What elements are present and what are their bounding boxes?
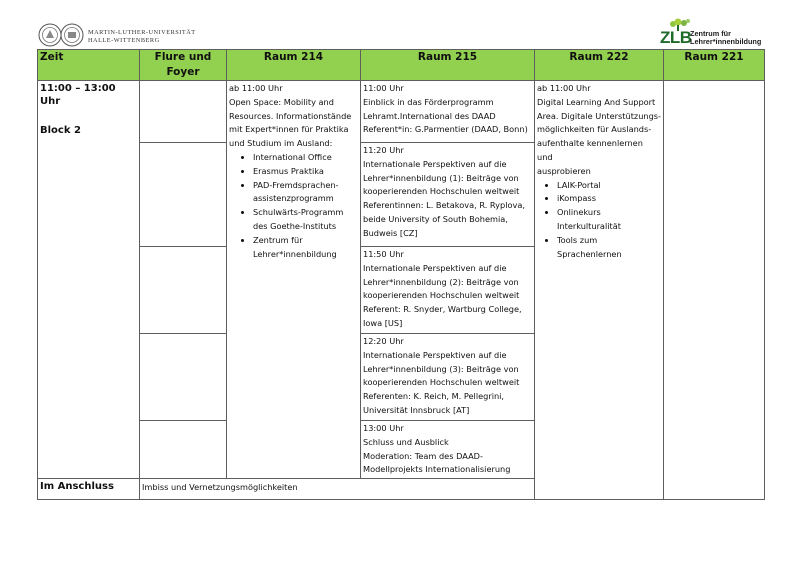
raum-215-slot-5: 13:00 Uhr Schluss und Ausblick Moderation: Team des DAAD- Modellprojekts Internationalisierung [361, 421, 535, 479]
list-item: • Onlinekurs Interkulturalität [557, 206, 661, 234]
time-label: 11:00 – 13:00 Uhr [40, 83, 116, 107]
raum-214-line: ab 11:00 Uhr [229, 83, 283, 93]
university-seal-icon [38, 22, 84, 48]
university-name-line1: MARTIN-LUTHER-UNIVERSITÄT [88, 29, 196, 36]
list-item: • LAIK-Portal [557, 179, 661, 193]
flure-cell [140, 143, 227, 247]
raum-215-slot-3: 11:50 Uhr Internationale Perspektiven auf die Lehrer*innenbildung (2): Beiträge von kooperierenden Hochschulen weltweit Referent: R. Snyder, Wartburg College, Iowa [US] [361, 247, 535, 334]
col-header-raum-222: Raum 222 [535, 50, 664, 81]
university-name [88, 29, 196, 44]
raum-214-cell [227, 81, 361, 479]
raum-214-list [229, 151, 358, 261]
col-header-zeit: Zeit [38, 50, 140, 81]
block-label: Block 2 [40, 125, 81, 136]
flure-cell [140, 421, 227, 479]
university-name-line2: HALLE-WITTENBERG [88, 36, 160, 44]
raum-215-slot-2: 11:20 Uhr Internationale Perspektiven auf die Lehrer*innenbildung (1): Beiträge von kooperierenden Hochschulen weltweit Referentinnen: L. Betakova, R. Ryplova, beide University of South Bohemia, Budweis [CZ] [361, 143, 535, 247]
zlb-subtitle-line2: Lehrer*innenbildung [690, 37, 762, 46]
zlb-logo-text: ZLB [660, 28, 692, 47]
flure-cell [140, 81, 227, 143]
flure-cell [140, 247, 227, 334]
raum-215-slot-4: 12:20 Uhr Internationale Perspektiven auf die Lehrer*innenbildung (3): Beiträge von kooperierenden Hochschulen weltweit Referenten: K. Reich, M. Pellegrini, Universität Innsbruck [AT] [361, 334, 535, 421]
col-header-flure: Flure und Foyer [140, 50, 227, 81]
zlb-subtitle-line1: Zentrum für [690, 29, 731, 38]
raum-221-cell [664, 81, 765, 500]
list-item: • Erasmus Praktika [253, 165, 358, 179]
flure-cell [140, 334, 227, 421]
zlb-subtitle [690, 30, 761, 46]
raum-214-line: Open Space: Mobility and [229, 96, 334, 107]
header-row [38, 50, 765, 81]
list-item: • Schulwärts-Programm des Goethe-Instituts [253, 206, 358, 234]
raum-222-cell: ab 11:00 Uhr Digital Learning And Support Area. Digitale Unterstützungs- möglichkeiten für Auslands- aufenthalte kennenlernen und ausprobieren • LAIK-Portal • iKompass • Onlinekurs Interkulturalität • Tools zum Sprachenlernen [535, 81, 664, 500]
raum-215-slot-1: 11:00 Uhr Einblick in das Förderprogramm Lehramt.International des DAAD Referent*in: G.Parmentier (DAAD, Bonn) [361, 81, 535, 143]
col-header-raum-221: Raum 221 [664, 50, 765, 81]
list-item: • PAD-Fremdsprachen- assistenzprogramm [253, 179, 358, 207]
col-header-raum-215: Raum 215 [361, 50, 535, 81]
anschluss-label: Im Anschluss [38, 479, 140, 500]
list-item: • International Office [253, 151, 358, 165]
schedule-table [37, 49, 765, 500]
anschluss-text: Imbiss und Vernetzungsmöglichkeiten [140, 479, 535, 500]
raum-214-line: Resources. Informationstände [229, 110, 352, 121]
raum-214-line: mit Expert*innen für Praktika [229, 124, 349, 135]
table-row [38, 81, 765, 143]
list-item: • Tools zum Sprachenlernen [557, 234, 661, 262]
university-logo [38, 22, 258, 48]
list-item: • iKompass [557, 192, 661, 206]
raum-222-list [537, 179, 661, 262]
raum-214-line: und Studium im Ausland: [229, 138, 333, 149]
list-item: • Zentrum für Lehrer*innenbildung [253, 234, 358, 262]
col-header-raum-214: Raum 214 [227, 50, 361, 81]
time-cell [38, 81, 140, 479]
zlb-logo [656, 18, 766, 48]
